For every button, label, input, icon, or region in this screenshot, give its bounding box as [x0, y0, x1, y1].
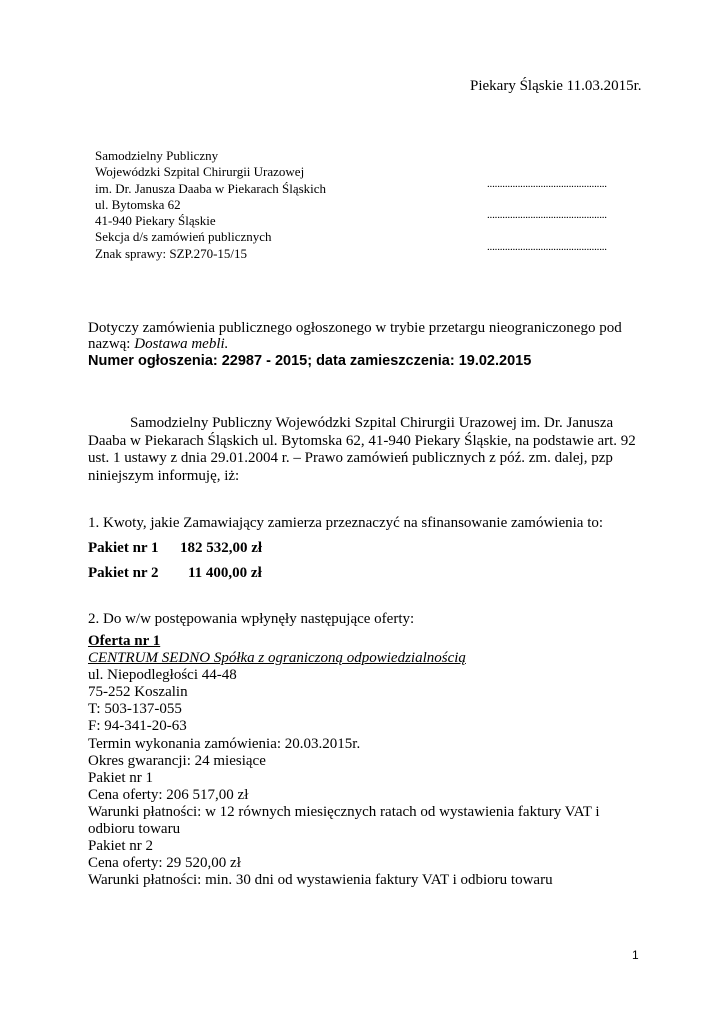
- address-line: Wojewódzki Szpital Chirurgii Urazowej: [95, 164, 305, 180]
- offer-1: [88, 633, 600, 889]
- offer-deadline: Termin wykonania zamówienia: 20.03.2015r.: [88, 735, 361, 752]
- subject-line: [88, 336, 622, 352]
- intro-line: Daaba w Piekarach Śląskich ul. Bytomska 62, 41-940 Piekary Śląskie, na podstawie art. 92: [88, 432, 636, 449]
- address-line: ul. Bytomska 62: [95, 196, 181, 212]
- offer-city: 75-252 Koszalin: [88, 684, 188, 701]
- budget-item-label: Pakiet nr 2: [88, 565, 159, 581]
- address-line: Sekcja d/s zamówień publicznych: [95, 229, 272, 245]
- address-line: Samodzielny Publiczny: [95, 148, 219, 163]
- budget-item-amount: 11 400,00 zł: [188, 565, 262, 581]
- section-2-heading: 2. Do w/w postępowania wpłynęły następujące oferty:: [88, 611, 415, 627]
- intro-line: ust. 1 ustawy z dnia 29.01.2004 r. – Prawo zamówień publicznych z póź. zm. dalej, pzp: [88, 450, 613, 466]
- offer-package-label: Pakiet nr 2: [88, 838, 153, 855]
- offer-package-price: Cena oferty: 206 517,00 zł: [88, 786, 249, 803]
- offer-title: Oferta nr 1: [88, 633, 161, 649]
- offer-package-price: Cena oferty: 29 520,00 zł: [88, 855, 241, 872]
- section-1-heading: 1. Kwoty, jakie Zamawiający zamierza przeznaczyć na sfinansowanie zamówienia to:: [88, 515, 604, 531]
- intro-line: Samodzielny Publiczny Wojewódzki Szpital Chirurgii Urazowej im. Dr. Janusza: [130, 415, 614, 431]
- recipient-address: [95, 148, 326, 262]
- address-line: im. Dr. Janusza Daaba w Piekarach Śląskich: [95, 180, 327, 196]
- dotted-line: ...............................................: [487, 209, 607, 221]
- case-number: Znak sprawy: SZP.270-15/15: [95, 245, 248, 261]
- address-line: 41-940 Piekary Śląskie: [95, 213, 216, 229]
- dotted-line: ...............................................: [487, 241, 607, 253]
- offer-phone: T: 503-137-055: [88, 701, 182, 718]
- dotted-line: ...............................................: [487, 178, 607, 190]
- budget-item-label: Pakiet nr 1: [88, 540, 159, 556]
- intro-line: niniejszym informuję, iż:: [88, 467, 240, 484]
- offer-payment-terms: Warunki płatności: w 12 równych miesięcznych ratach od wystawienia faktury VAT i: [88, 803, 600, 820]
- offer-street: ul. Niepodległości 44-48: [88, 667, 237, 684]
- offer-warranty: Okres gwarancji: 24 miesiące: [88, 752, 266, 769]
- offer-payment-terms: odbioru towaru: [88, 821, 181, 838]
- subject-line: Dotyczy zamówienia publicznego ogłoszonego w trybie przetargu nieograniczonego pod: [88, 320, 622, 336]
- budget-item-amount: 182 532,00 zł: [180, 540, 263, 556]
- announcement-number: Numer ogłoszenia: 22987 - 2015; data zamieszczenia: 19.02.2015: [88, 353, 532, 369]
- order-title: Dostawa mebli.: [134, 336, 229, 352]
- subject-prefix: nazwą:: [88, 336, 135, 352]
- page-number: 1: [632, 948, 639, 962]
- subject: [88, 320, 622, 352]
- place-date: Piekary Śląskie 11.03.2015r.: [470, 78, 642, 94]
- budget-item: [88, 565, 262, 582]
- offer-fax: F: 94-341-20-63: [88, 718, 187, 735]
- intro-paragraph: [88, 415, 636, 485]
- offer-package-label: Pakiet nr 1: [88, 769, 153, 786]
- offer-company: CENTRUM SEDNO Spółka z ograniczoną odpowiedzialnością: [88, 650, 466, 667]
- offer-payment-terms: Warunki płatności: min. 30 dni od wystawienia faktury VAT i odbioru towaru: [88, 872, 553, 889]
- budget-item: [88, 540, 262, 557]
